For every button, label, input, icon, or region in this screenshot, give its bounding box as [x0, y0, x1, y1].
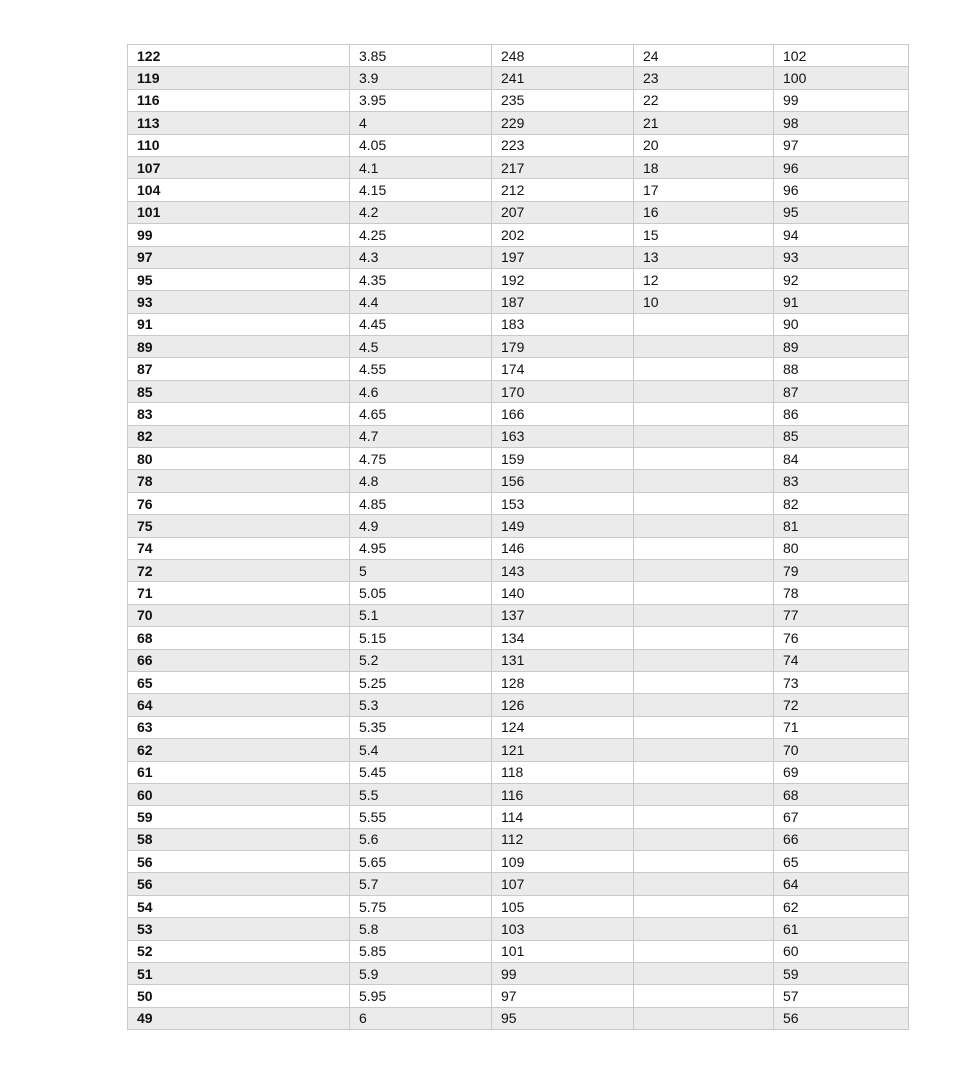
cell-col-5: 78: [774, 582, 909, 604]
table-row: [128, 67, 909, 89]
cell-col-3: 146: [492, 537, 634, 559]
cell-col-1: 56: [128, 873, 350, 895]
cell-col-3: 197: [492, 246, 634, 268]
cell-col-1: 119: [128, 67, 350, 89]
cell-col-1: 51: [128, 963, 350, 985]
table-row: [128, 425, 909, 447]
cell-col-2: 5.5: [350, 783, 492, 805]
table-row: [128, 806, 909, 828]
cell-col-5: 77: [774, 604, 909, 626]
cell-col-4: [634, 515, 774, 537]
table-row: [128, 201, 909, 223]
table-row: [128, 716, 909, 738]
cell-col-5: 70: [774, 739, 909, 761]
cell-col-1: 95: [128, 268, 350, 290]
cell-col-4: [634, 828, 774, 850]
cell-col-2: 4.95: [350, 537, 492, 559]
cell-col-5: 71: [774, 716, 909, 738]
cell-col-1: 78: [128, 470, 350, 492]
table-row: [128, 1007, 909, 1029]
cell-col-5: 97: [774, 134, 909, 156]
cell-col-3: 223: [492, 134, 634, 156]
data-sheet: [127, 44, 908, 1030]
table-row: [128, 537, 909, 559]
cell-col-2: 4.35: [350, 268, 492, 290]
table-row: [128, 112, 909, 134]
cell-col-3: 192: [492, 268, 634, 290]
cell-col-4: [634, 559, 774, 581]
cell-col-4: [634, 806, 774, 828]
cell-col-5: 76: [774, 627, 909, 649]
cell-col-5: 56: [774, 1007, 909, 1029]
cell-col-1: 72: [128, 559, 350, 581]
cell-col-3: 156: [492, 470, 634, 492]
cell-col-5: 73: [774, 671, 909, 693]
cell-col-3: 229: [492, 112, 634, 134]
cell-col-5: 79: [774, 559, 909, 581]
table-row: [128, 291, 909, 313]
cell-col-5: 99: [774, 89, 909, 111]
cell-col-1: 85: [128, 380, 350, 402]
cell-col-3: 159: [492, 448, 634, 470]
cell-col-4: 13: [634, 246, 774, 268]
table-row: [128, 918, 909, 940]
cell-col-2: 5.75: [350, 895, 492, 917]
cell-col-2: 5.1: [350, 604, 492, 626]
cell-col-2: 5.55: [350, 806, 492, 828]
cell-col-4: [634, 403, 774, 425]
cell-col-2: 5.95: [350, 985, 492, 1007]
cell-col-5: 81: [774, 515, 909, 537]
cell-col-5: 65: [774, 851, 909, 873]
cell-col-2: 5.3: [350, 694, 492, 716]
cell-col-4: 24: [634, 45, 774, 67]
cell-col-2: 4.8: [350, 470, 492, 492]
cell-col-2: 4.5: [350, 336, 492, 358]
cell-col-5: 74: [774, 649, 909, 671]
cell-col-5: 96: [774, 156, 909, 178]
cell-col-1: 58: [128, 828, 350, 850]
cell-col-5: 67: [774, 806, 909, 828]
cell-col-4: [634, 694, 774, 716]
table-row: [128, 380, 909, 402]
cell-col-1: 71: [128, 582, 350, 604]
cell-col-4: 16: [634, 201, 774, 223]
cell-col-3: 101: [492, 940, 634, 962]
cell-col-2: 4.1: [350, 156, 492, 178]
table-row: [128, 515, 909, 537]
table-row: [128, 313, 909, 335]
data-table: [127, 44, 909, 1030]
cell-col-2: 5.9: [350, 963, 492, 985]
cell-col-3: 183: [492, 313, 634, 335]
cell-col-4: [634, 537, 774, 559]
cell-col-3: 95: [492, 1007, 634, 1029]
cell-col-2: 5.65: [350, 851, 492, 873]
cell-col-4: [634, 425, 774, 447]
cell-col-3: 174: [492, 358, 634, 380]
cell-col-1: 97: [128, 246, 350, 268]
table-row: [128, 985, 909, 1007]
table-row: [128, 627, 909, 649]
cell-col-2: 3.9: [350, 67, 492, 89]
cell-col-3: 121: [492, 739, 634, 761]
cell-col-5: 85: [774, 425, 909, 447]
table-row: [128, 604, 909, 626]
cell-col-1: 93: [128, 291, 350, 313]
cell-col-3: 170: [492, 380, 634, 402]
cell-col-3: 149: [492, 515, 634, 537]
cell-col-3: 103: [492, 918, 634, 940]
cell-col-3: 187: [492, 291, 634, 313]
cell-col-5: 60: [774, 940, 909, 962]
cell-col-4: [634, 940, 774, 962]
cell-col-2: 4.2: [350, 201, 492, 223]
cell-col-4: [634, 761, 774, 783]
cell-col-4: [634, 873, 774, 895]
cell-col-2: 5.6: [350, 828, 492, 850]
table-row: [128, 89, 909, 111]
cell-col-1: 87: [128, 358, 350, 380]
cell-col-4: [634, 448, 774, 470]
cell-col-2: 4.9: [350, 515, 492, 537]
cell-col-4: [634, 627, 774, 649]
cell-col-3: 126: [492, 694, 634, 716]
cell-col-5: 89: [774, 336, 909, 358]
cell-col-2: 4.15: [350, 179, 492, 201]
cell-col-5: 66: [774, 828, 909, 850]
cell-col-3: 109: [492, 851, 634, 873]
cell-col-4: [634, 918, 774, 940]
cell-col-3: 99: [492, 963, 634, 985]
cell-col-2: 6: [350, 1007, 492, 1029]
table-row: [128, 761, 909, 783]
cell-col-4: [634, 313, 774, 335]
cell-col-4: 10: [634, 291, 774, 313]
cell-col-2: 5.45: [350, 761, 492, 783]
cell-col-2: 3.85: [350, 45, 492, 67]
cell-col-1: 80: [128, 448, 350, 470]
cell-col-2: 5.85: [350, 940, 492, 962]
cell-col-4: [634, 671, 774, 693]
cell-col-5: 94: [774, 224, 909, 246]
cell-col-5: 69: [774, 761, 909, 783]
cell-col-3: 97: [492, 985, 634, 1007]
cell-col-1: 54: [128, 895, 350, 917]
cell-col-3: 140: [492, 582, 634, 604]
table-row: [128, 873, 909, 895]
table-row: [128, 224, 909, 246]
table-row: [128, 336, 909, 358]
cell-col-1: 74: [128, 537, 350, 559]
cell-col-5: 100: [774, 67, 909, 89]
table-row: [128, 783, 909, 805]
cell-col-2: 4.75: [350, 448, 492, 470]
cell-col-3: 107: [492, 873, 634, 895]
cell-col-2: 5.05: [350, 582, 492, 604]
cell-col-1: 61: [128, 761, 350, 783]
table-row: [128, 470, 909, 492]
cell-col-4: 18: [634, 156, 774, 178]
cell-col-1: 101: [128, 201, 350, 223]
table-row: [128, 671, 909, 693]
cell-col-2: 5.35: [350, 716, 492, 738]
cell-col-1: 75: [128, 515, 350, 537]
cell-col-2: 5.2: [350, 649, 492, 671]
cell-col-2: 3.95: [350, 89, 492, 111]
table-row: [128, 559, 909, 581]
cell-col-5: 80: [774, 537, 909, 559]
cell-col-1: 53: [128, 918, 350, 940]
cell-col-4: [634, 716, 774, 738]
table-row: [128, 45, 909, 67]
table-row: [128, 649, 909, 671]
cell-col-4: [634, 985, 774, 1007]
cell-col-3: 112: [492, 828, 634, 850]
cell-col-3: 134: [492, 627, 634, 649]
cell-col-2: 4: [350, 112, 492, 134]
cell-col-1: 52: [128, 940, 350, 962]
cell-col-4: [634, 492, 774, 514]
cell-col-4: [634, 649, 774, 671]
cell-col-3: 212: [492, 179, 634, 201]
cell-col-5: 72: [774, 694, 909, 716]
cell-col-1: 89: [128, 336, 350, 358]
cell-col-4: 15: [634, 224, 774, 246]
cell-col-5: 86: [774, 403, 909, 425]
cell-col-4: 22: [634, 89, 774, 111]
cell-col-2: 4.6: [350, 380, 492, 402]
cell-col-3: 131: [492, 649, 634, 671]
cell-col-2: 4.3: [350, 246, 492, 268]
cell-col-4: [634, 380, 774, 402]
cell-col-5: 61: [774, 918, 909, 940]
cell-col-1: 113: [128, 112, 350, 134]
cell-col-3: 153: [492, 492, 634, 514]
table-row: [128, 895, 909, 917]
cell-col-2: 5.7: [350, 873, 492, 895]
cell-col-3: 202: [492, 224, 634, 246]
cell-col-1: 110: [128, 134, 350, 156]
cell-col-4: [634, 470, 774, 492]
cell-col-4: [634, 358, 774, 380]
cell-col-2: 5.15: [350, 627, 492, 649]
cell-col-1: 60: [128, 783, 350, 805]
cell-col-1: 70: [128, 604, 350, 626]
cell-col-5: 91: [774, 291, 909, 313]
cell-col-4: [634, 783, 774, 805]
cell-col-4: 12: [634, 268, 774, 290]
cell-col-1: 59: [128, 806, 350, 828]
cell-col-1: 116: [128, 89, 350, 111]
cell-col-1: 82: [128, 425, 350, 447]
cell-col-1: 107: [128, 156, 350, 178]
cell-col-1: 65: [128, 671, 350, 693]
cell-col-2: 5: [350, 559, 492, 581]
cell-col-4: [634, 851, 774, 873]
table-row: [128, 179, 909, 201]
table-row: [128, 940, 909, 962]
cell-col-5: 82: [774, 492, 909, 514]
cell-col-1: 49: [128, 1007, 350, 1029]
table-row: [128, 246, 909, 268]
table-row: [128, 492, 909, 514]
table-row: [128, 403, 909, 425]
cell-col-3: 114: [492, 806, 634, 828]
cell-col-5: 102: [774, 45, 909, 67]
cell-col-4: 20: [634, 134, 774, 156]
cell-col-2: 4.45: [350, 313, 492, 335]
cell-col-4: [634, 963, 774, 985]
cell-col-3: 248: [492, 45, 634, 67]
cell-col-2: 4.4: [350, 291, 492, 313]
cell-col-4: [634, 1007, 774, 1029]
table-row: [128, 448, 909, 470]
cell-col-5: 96: [774, 179, 909, 201]
cell-col-3: 207: [492, 201, 634, 223]
table-row: [128, 358, 909, 380]
cell-col-1: 64: [128, 694, 350, 716]
cell-col-3: 179: [492, 336, 634, 358]
cell-col-3: 128: [492, 671, 634, 693]
table-row: [128, 268, 909, 290]
cell-col-1: 56: [128, 851, 350, 873]
cell-col-3: 241: [492, 67, 634, 89]
cell-col-1: 91: [128, 313, 350, 335]
cell-col-4: [634, 582, 774, 604]
table-row: [128, 582, 909, 604]
table-row: [128, 739, 909, 761]
cell-col-1: 83: [128, 403, 350, 425]
cell-col-3: 166: [492, 403, 634, 425]
cell-col-5: 93: [774, 246, 909, 268]
cell-col-5: 87: [774, 380, 909, 402]
table-row: [128, 156, 909, 178]
cell-col-4: 21: [634, 112, 774, 134]
cell-col-5: 84: [774, 448, 909, 470]
cell-col-3: 118: [492, 761, 634, 783]
cell-col-5: 88: [774, 358, 909, 380]
cell-col-5: 98: [774, 112, 909, 134]
cell-col-3: 217: [492, 156, 634, 178]
cell-col-2: 4.25: [350, 224, 492, 246]
cell-col-3: 105: [492, 895, 634, 917]
table-row: [128, 963, 909, 985]
table-row: [128, 828, 909, 850]
cell-col-4: [634, 739, 774, 761]
cell-col-2: 4.55: [350, 358, 492, 380]
cell-col-2: 4.05: [350, 134, 492, 156]
cell-col-5: 64: [774, 873, 909, 895]
cell-col-4: [634, 604, 774, 626]
cell-col-2: 5.25: [350, 671, 492, 693]
cell-col-1: 63: [128, 716, 350, 738]
table-row: [128, 694, 909, 716]
cell-col-4: 23: [634, 67, 774, 89]
cell-col-5: 57: [774, 985, 909, 1007]
cell-col-1: 76: [128, 492, 350, 514]
cell-col-2: 4.7: [350, 425, 492, 447]
cell-col-4: [634, 336, 774, 358]
cell-col-5: 68: [774, 783, 909, 805]
cell-col-1: 62: [128, 739, 350, 761]
cell-col-1: 122: [128, 45, 350, 67]
cell-col-1: 50: [128, 985, 350, 1007]
cell-col-5: 95: [774, 201, 909, 223]
cell-col-3: 163: [492, 425, 634, 447]
cell-col-5: 83: [774, 470, 909, 492]
table-body: [128, 45, 909, 1030]
cell-col-5: 90: [774, 313, 909, 335]
cell-col-2: 4.65: [350, 403, 492, 425]
cell-col-4: [634, 895, 774, 917]
cell-col-3: 137: [492, 604, 634, 626]
cell-col-1: 104: [128, 179, 350, 201]
cell-col-2: 5.8: [350, 918, 492, 940]
cell-col-3: 143: [492, 559, 634, 581]
cell-col-2: 4.85: [350, 492, 492, 514]
cell-col-5: 59: [774, 963, 909, 985]
table-row: [128, 134, 909, 156]
cell-col-5: 92: [774, 268, 909, 290]
cell-col-1: 66: [128, 649, 350, 671]
cell-col-3: 235: [492, 89, 634, 111]
cell-col-3: 124: [492, 716, 634, 738]
cell-col-2: 5.4: [350, 739, 492, 761]
cell-col-4: 17: [634, 179, 774, 201]
cell-col-3: 116: [492, 783, 634, 805]
cell-col-1: 68: [128, 627, 350, 649]
cell-col-1: 99: [128, 224, 350, 246]
table-row: [128, 851, 909, 873]
cell-col-5: 62: [774, 895, 909, 917]
